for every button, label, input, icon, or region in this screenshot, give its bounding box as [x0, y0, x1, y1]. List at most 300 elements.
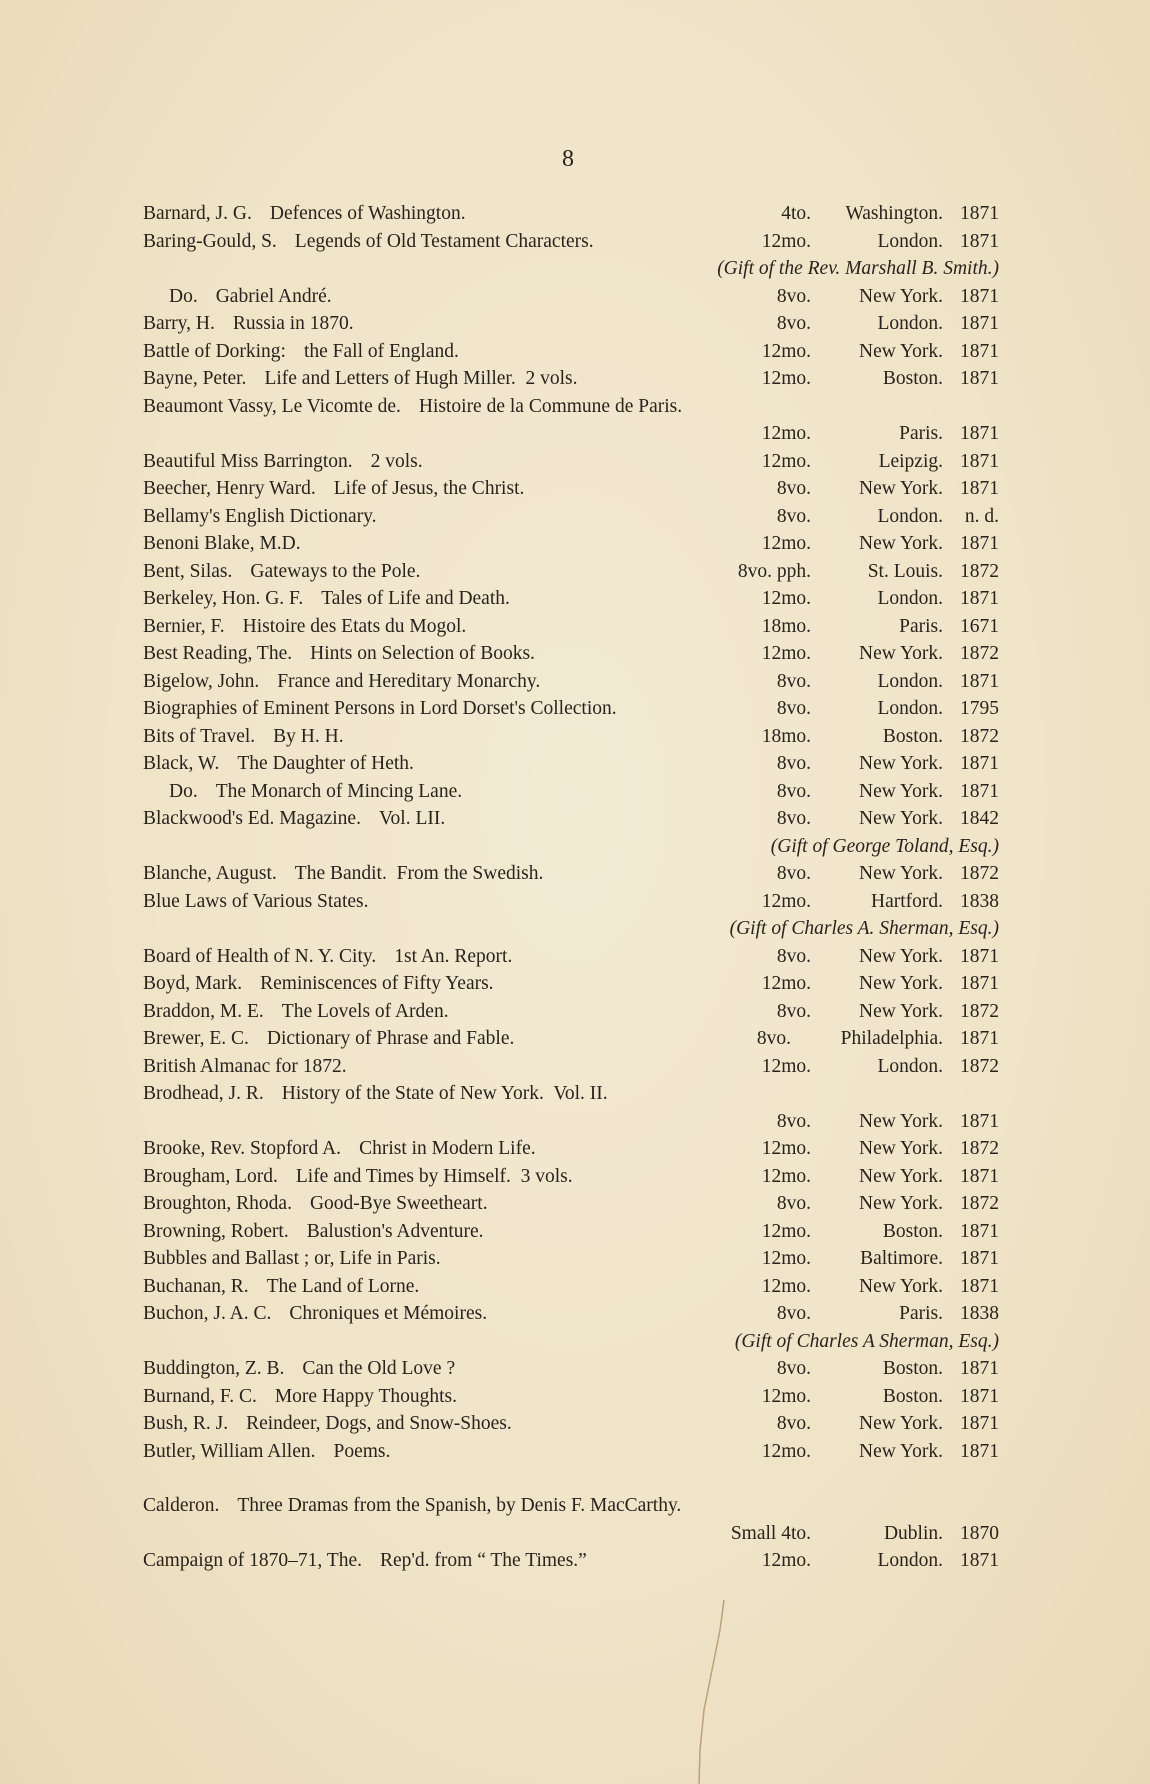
entry-year: 1872 — [960, 1193, 999, 1214]
entry-author: Barnard, J. G. — [143, 203, 252, 224]
entry-format: 8vo. — [776, 1358, 811, 1379]
catalog-list — [143, 200, 999, 1575]
entry-format: 12mo. — [761, 533, 811, 554]
entry-author: Barry, H. — [143, 313, 215, 334]
entry-year: 1871 — [960, 1413, 999, 1434]
entry-imprint — [757, 1025, 999, 1053]
entry-title: Life and Letters of Hugh Miller. 2 vols. — [264, 368, 578, 389]
entry-title: The Lovels of Arden. — [281, 1000, 449, 1022]
entry-format: 8vo. — [776, 1110, 811, 1132]
entry-imprint — [762, 1053, 999, 1081]
gift-note-row — [143, 255, 999, 283]
entry-author: Best Reading, The. — [143, 643, 293, 664]
entry-year: 1871 — [960, 1248, 999, 1269]
entry-author: Blanche, August. — [143, 863, 277, 884]
entry-imprint — [777, 998, 999, 1026]
catalog-entry — [143, 200, 999, 228]
entry-title: Rep'd. from “ The Times.” — [380, 1550, 587, 1571]
entry-format: 12mo. — [761, 588, 811, 609]
entry-title: Poems. — [333, 1440, 391, 1462]
entry-text — [143, 943, 512, 971]
entry-title: France and Hereditary Monarchy. — [277, 670, 541, 692]
entry-format: 8vo. — [776, 808, 811, 829]
entry-place: New York. — [859, 340, 943, 362]
entry-title: 2 vols. — [370, 450, 423, 472]
entry-title: The Land of Lorne. — [266, 1275, 420, 1297]
entry-place: New York. — [859, 478, 943, 499]
catalog-entry — [143, 1438, 999, 1466]
entry-imprint — [762, 1135, 999, 1163]
entry-title: Russia in 1870. — [232, 313, 354, 334]
catalog-entry — [143, 1410, 999, 1438]
entry-format: 8vo. — [776, 670, 811, 692]
entry-author: Blackwood's Ed. Magazine. — [143, 808, 361, 829]
entry-format: 8vo. — [756, 1028, 791, 1049]
entry-year: 1871 — [960, 1110, 999, 1132]
entry-year: 1872 — [960, 560, 999, 582]
catalog-entry — [143, 1383, 999, 1411]
entry-author: Brooke, Rev. Stopford A. — [143, 1138, 342, 1159]
entry-text — [143, 750, 414, 778]
entry-author: Benoni Blake, M.D. — [143, 533, 301, 554]
entry-place: London. — [877, 230, 943, 252]
entry-place: Washington. — [845, 203, 943, 224]
entry-place: New York. — [859, 780, 943, 802]
entry-place: New York. — [859, 1000, 943, 1022]
entry-year: 1871 — [960, 423, 999, 444]
entry-imprint — [777, 310, 999, 338]
entry-imprint — [777, 1108, 999, 1136]
entry-year: 1871 — [960, 1220, 999, 1242]
entry-place: Paris. — [899, 423, 943, 444]
catalog-entry — [143, 503, 999, 531]
entry-imprint — [777, 778, 999, 806]
entry-place: New York. — [859, 643, 943, 664]
entry-format: 8vo. pph. — [737, 560, 811, 582]
catalog-entry — [143, 1080, 999, 1108]
entry-imprint — [762, 1383, 999, 1411]
catalog-entry — [143, 998, 999, 1026]
gift-note-row — [143, 1328, 999, 1356]
entry-author: Beecher, Henry Ward. — [143, 478, 316, 499]
catalog-entry — [143, 448, 999, 476]
entry-author: Do. — [169, 285, 198, 307]
entry-text — [143, 640, 535, 668]
entry-title: The Monarch of Mincing Lane. — [215, 780, 463, 802]
entry-imprint — [762, 1163, 999, 1191]
entry-title: 1st An. Report. — [394, 945, 513, 967]
entry-author: Bent, Silas. — [143, 560, 233, 582]
entry-place: Baltimore. — [860, 1248, 943, 1269]
entry-title: Three Dramas from the Spanish, by Denis F. MacCarthy. — [237, 1495, 682, 1516]
catalog-entry — [143, 695, 999, 723]
entry-place: London. — [877, 313, 943, 334]
entry-title: Reindeer, Dogs, and Snow-Shoes. — [246, 1413, 512, 1434]
entry-author: Browning, Robert. — [143, 1220, 289, 1242]
entry-imprint — [762, 1218, 999, 1246]
entry-format: 12mo. — [761, 1165, 811, 1187]
entry-author: Bits of Travel. — [143, 725, 256, 747]
catalog-entry — [143, 1300, 999, 1328]
entry-year: 1871 — [960, 340, 999, 362]
catalog-entry — [143, 1053, 999, 1081]
entry-title: The Bandit. From the Swedish. — [294, 863, 544, 884]
entry-author: Brewer, E. C. — [143, 1028, 249, 1049]
entry-text — [143, 1438, 390, 1466]
catalog-entry — [143, 530, 999, 558]
entry-title: Chroniques et Mémoires. — [289, 1303, 488, 1324]
entry-format: 8vo. — [776, 1193, 811, 1214]
entry-author: Blue Laws of Various States. — [143, 890, 369, 912]
entry-place: London. — [877, 1550, 943, 1571]
entry-imprint — [762, 970, 999, 998]
entry-title: Gateways to the Pole. — [250, 560, 421, 582]
catalog-entry — [143, 1135, 999, 1163]
entry-place: London. — [877, 698, 943, 719]
catalog-entry — [143, 805, 999, 833]
entry-author: Calderon. — [143, 1495, 220, 1516]
catalog-entry — [143, 1355, 999, 1383]
gift-note: (Gift of George Toland, Esq.) — [770, 835, 999, 857]
entry-place: Paris. — [899, 615, 943, 637]
catalog-entry — [143, 970, 999, 998]
entry-format: 8vo. — [776, 1000, 811, 1022]
entry-imprint — [762, 1273, 999, 1301]
catalog-entry — [143, 1025, 999, 1053]
entry-imprint — [777, 943, 999, 971]
entry-year: 1871 — [960, 1440, 999, 1462]
entry-author: Bernier, F. — [143, 615, 225, 637]
entry-title: Hints on Selection of Books. — [310, 643, 535, 664]
entry-place: Leipzig. — [878, 450, 943, 472]
entry-format: 8vo. — [776, 505, 811, 527]
entry-title: More Happy Thoughts. — [274, 1385, 457, 1407]
entry-year: 1871 — [960, 670, 999, 692]
entry-place: New York. — [859, 1413, 943, 1434]
entry-year: 1871 — [960, 203, 999, 224]
catalog-entry — [143, 1218, 999, 1246]
entry-title: By H. H. — [273, 725, 344, 747]
entry-author: Buchon, J. A. C. — [143, 1303, 272, 1324]
entry-author: Buchanan, R. — [143, 1275, 249, 1297]
entry-title: Defences of Washington. — [269, 203, 466, 224]
entry-author: Bigelow, John. — [143, 670, 260, 692]
entry-year: 1871 — [960, 973, 999, 994]
entry-place: New York. — [859, 808, 943, 829]
entry-author: Brodhead, J. R. — [143, 1083, 264, 1104]
entry-format: 12mo. — [761, 890, 811, 912]
entry-text — [143, 1080, 608, 1108]
entry-place: Boston. — [882, 368, 943, 389]
entry-place: Hartford. — [870, 890, 943, 912]
entry-year: 1842 — [960, 808, 999, 829]
entry-text — [143, 1025, 514, 1053]
entry-format: 12mo. — [761, 368, 811, 389]
entry-author: British Almanac for 1872. — [143, 1055, 347, 1077]
entry-title: Tales of Life and Death. — [321, 588, 510, 609]
entry-format: 12mo. — [761, 450, 811, 472]
entry-year: 1872 — [960, 863, 999, 884]
entry-author: Campaign of 1870–71, The. — [143, 1550, 362, 1571]
entry-title: Vol. LII. — [378, 808, 446, 829]
entry-year: 1871 — [960, 1275, 999, 1297]
entry-text — [143, 338, 459, 366]
entry-title: Histoire de la Commune de Paris. — [418, 395, 683, 417]
entry-title: Life of Jesus, the Christ. — [333, 478, 525, 499]
gift-note: (Gift of the Rev. Marshall B. Smith.) — [717, 258, 999, 279]
catalog-entry — [143, 613, 999, 641]
entry-text — [143, 1547, 587, 1575]
entry-imprint — [762, 1438, 999, 1466]
entry-year: 1871 — [960, 780, 999, 802]
catalog-entry — [143, 585, 999, 613]
entry-imprint — [777, 1300, 999, 1328]
entry-imprint — [781, 200, 999, 228]
entry-format: 8vo. — [776, 698, 811, 719]
entry-place: Boston. — [882, 1385, 943, 1407]
entry-place: New York. — [859, 753, 943, 774]
entry-author: Board of Health of N. Y. City. — [143, 945, 377, 967]
entry-text — [143, 888, 369, 916]
catalog-entry — [143, 723, 999, 751]
entry-year: 1871 — [960, 1385, 999, 1407]
entry-format: Small 4to. — [730, 1522, 811, 1544]
entry-author: Bellamy's English Dictionary. — [143, 505, 377, 527]
entry-format: 8vo. — [776, 945, 811, 967]
entry-imprint — [762, 365, 999, 393]
entry-format: 12mo. — [761, 1385, 811, 1407]
entry-text — [143, 393, 682, 421]
entry-text — [143, 860, 543, 888]
entry-year: 1871 — [960, 945, 999, 967]
entry-place: New York. — [859, 1138, 943, 1159]
entry-year: 1871 — [960, 285, 999, 307]
entry-place: London. — [877, 588, 943, 609]
gift-note-row — [143, 915, 999, 943]
entry-title: History of the State of New York. Vol. II. — [281, 1083, 608, 1104]
entry-text — [143, 805, 445, 833]
entry-text — [143, 503, 377, 531]
entry-year: 1871 — [960, 368, 999, 389]
entry-title: the Fall of England. — [303, 340, 459, 362]
entry-text — [143, 998, 449, 1026]
entry-author: Biographies of Eminent Persons in Lord Dorset's Collection. — [143, 698, 617, 719]
catalog-entry — [143, 283, 999, 311]
catalog-entry — [143, 668, 999, 696]
entry-author: Beautiful Miss Barrington. — [143, 450, 353, 472]
entry-place: Boston. — [882, 1358, 943, 1379]
entry-imprint — [777, 1355, 999, 1383]
entry-place: New York. — [859, 285, 943, 307]
entry-year: n. d. — [964, 505, 999, 527]
entry-text — [143, 448, 423, 476]
entry-place: Paris. — [899, 1303, 943, 1324]
entry-title: Can the Old Love ? — [302, 1358, 456, 1379]
entry-format: 8vo. — [776, 1303, 811, 1324]
catalog-entry — [143, 228, 999, 256]
entry-place: Dublin. — [883, 1522, 943, 1544]
entry-year: 1871 — [960, 588, 999, 609]
entry-place: Boston. — [882, 725, 943, 747]
entry-format: 8vo. — [776, 478, 811, 499]
catalog-entry — [143, 1520, 999, 1548]
entry-year: 1871 — [960, 533, 999, 554]
entry-title: Christ in Modern Life. — [359, 1138, 536, 1159]
entry-author: Bush, R. J. — [143, 1413, 229, 1434]
entry-format: 8vo. — [776, 313, 811, 334]
entry-imprint — [762, 1245, 999, 1273]
entry-imprint — [762, 585, 999, 613]
entry-text — [143, 695, 617, 723]
entry-format: 8vo. — [776, 863, 811, 884]
entry-author: Bubbles and Ballast ; or, Life in Paris. — [143, 1248, 441, 1269]
entry-imprint — [762, 888, 999, 916]
catalog-entry — [143, 750, 999, 778]
entry-author: Butler, William Allen. — [143, 1440, 316, 1462]
entry-title: Life and Times by Himself. 3 vols. — [295, 1165, 573, 1187]
entry-imprint — [762, 640, 999, 668]
entry-author: Berkeley, Hon. G. F. — [143, 588, 304, 609]
entry-year: 1872 — [960, 725, 999, 747]
entry-author: Battle of Dorking: — [143, 340, 286, 362]
entry-text — [143, 613, 466, 641]
gift-note: (Gift of Charles A. Sherman, Esq.) — [729, 918, 999, 939]
catalog-entry — [143, 365, 999, 393]
entry-text — [143, 365, 577, 393]
entry-format: 18mo. — [761, 615, 811, 637]
catalog-entry — [143, 420, 999, 448]
entry-imprint — [762, 338, 999, 366]
entry-text — [143, 1383, 457, 1411]
catalog-entry — [143, 1492, 999, 1520]
entry-format: 12mo. — [761, 1550, 811, 1571]
entry-title: Legends of Old Testament Characters. — [294, 230, 594, 252]
entry-format: 12mo. — [761, 1138, 811, 1159]
catalog-entry — [143, 778, 999, 806]
entry-format: 12mo. — [761, 1055, 811, 1077]
entry-imprint — [762, 420, 999, 448]
entry-author: Braddon, M. E. — [143, 1000, 264, 1022]
paper-tear-mark — [690, 1600, 730, 1784]
entry-format: 12mo. — [761, 643, 811, 664]
entry-place: Philadelphia. — [840, 1028, 943, 1049]
entry-author: Buddington, Z. B. — [143, 1358, 285, 1379]
catalog-entry — [143, 558, 999, 586]
page-number: 8 — [562, 146, 574, 172]
entry-format: 8vo. — [776, 753, 811, 774]
entry-imprint — [777, 805, 999, 833]
entry-author: Burnand, F. C. — [143, 1385, 257, 1407]
catalog-entry — [143, 888, 999, 916]
entry-text — [143, 970, 494, 998]
entry-text — [143, 1135, 536, 1163]
entry-imprint — [777, 860, 999, 888]
catalog-entry — [143, 943, 999, 971]
entry-text — [143, 723, 344, 751]
entry-author: Beaumont Vassy, Le Vicomte de. — [143, 395, 401, 417]
entry-text — [143, 283, 332, 311]
gift-note-row — [143, 833, 999, 861]
entry-text — [143, 200, 466, 228]
entry-title: Good-Bye Sweetheart. — [309, 1193, 488, 1214]
entry-place: New York. — [859, 973, 943, 994]
entry-text — [143, 1273, 419, 1301]
entry-place: London. — [877, 670, 943, 692]
entry-imprint — [777, 283, 999, 311]
entry-author: Boyd, Mark. — [143, 973, 243, 994]
entry-imprint — [777, 475, 999, 503]
catalog-entry — [143, 1245, 999, 1273]
entry-year: 1872 — [960, 643, 999, 664]
entry-place: New York. — [859, 1193, 943, 1214]
entry-imprint — [762, 228, 999, 256]
catalog-entry — [143, 1273, 999, 1301]
entry-year: 1871 — [960, 1165, 999, 1187]
entry-year: 1872 — [960, 1138, 999, 1159]
entry-text — [143, 778, 462, 806]
entry-year: 1838 — [960, 1303, 999, 1324]
catalog-entry — [143, 475, 999, 503]
entry-title: Reminiscences of Fifty Years. — [260, 973, 494, 994]
entry-imprint — [777, 1190, 999, 1218]
entry-text — [143, 1245, 441, 1273]
entry-text — [143, 1163, 573, 1191]
entry-imprint — [762, 1547, 999, 1575]
entry-imprint — [777, 503, 999, 531]
entry-text — [143, 530, 301, 558]
entry-year: 1871 — [960, 1358, 999, 1379]
entry-format: 12mo. — [761, 340, 811, 362]
entry-year: 1872 — [960, 1055, 999, 1077]
entry-format: 8vo. — [776, 1413, 811, 1434]
gift-note: (Gift of Charles A Sherman, Esq.) — [734, 1330, 999, 1352]
entry-title: Gabriel André. — [215, 285, 332, 307]
entry-title: The Daughter of Heth. — [237, 753, 414, 774]
entry-year: 1871 — [960, 753, 999, 774]
entry-text — [143, 1190, 488, 1218]
catalog-entry — [143, 640, 999, 668]
entry-year: 1871 — [960, 450, 999, 472]
entry-format: 8vo. — [776, 285, 811, 307]
entry-place: London. — [877, 1055, 943, 1077]
entry-text — [143, 1492, 681, 1520]
entry-imprint — [777, 668, 999, 696]
entry-title: Balustion's Adventure. — [306, 1220, 484, 1242]
entry-place: New York. — [859, 1275, 943, 1297]
entry-author: Brougham, Lord. — [143, 1165, 278, 1187]
entry-place: London. — [877, 505, 943, 527]
entry-imprint — [762, 723, 999, 751]
entry-author: Bayne, Peter. — [143, 368, 247, 389]
entry-year: 1871 — [960, 478, 999, 499]
entry-author: Do. — [169, 780, 198, 802]
entry-place: New York. — [859, 1165, 943, 1187]
entry-year: 1871 — [960, 1550, 999, 1571]
entry-year: 1871 — [960, 313, 999, 334]
entry-imprint — [762, 613, 999, 641]
entry-format: 12mo. — [761, 1275, 811, 1297]
catalog-entry — [143, 393, 999, 421]
entry-year: 1871 — [960, 230, 999, 252]
catalog-entry — [143, 338, 999, 366]
entry-text — [143, 668, 540, 696]
entry-text — [143, 558, 420, 586]
entry-year: 1671 — [960, 615, 999, 637]
entry-author: Black, W. — [143, 753, 220, 774]
entry-imprint — [738, 558, 999, 586]
entry-format: 18mo. — [761, 725, 811, 747]
catalog-entry — [143, 310, 999, 338]
